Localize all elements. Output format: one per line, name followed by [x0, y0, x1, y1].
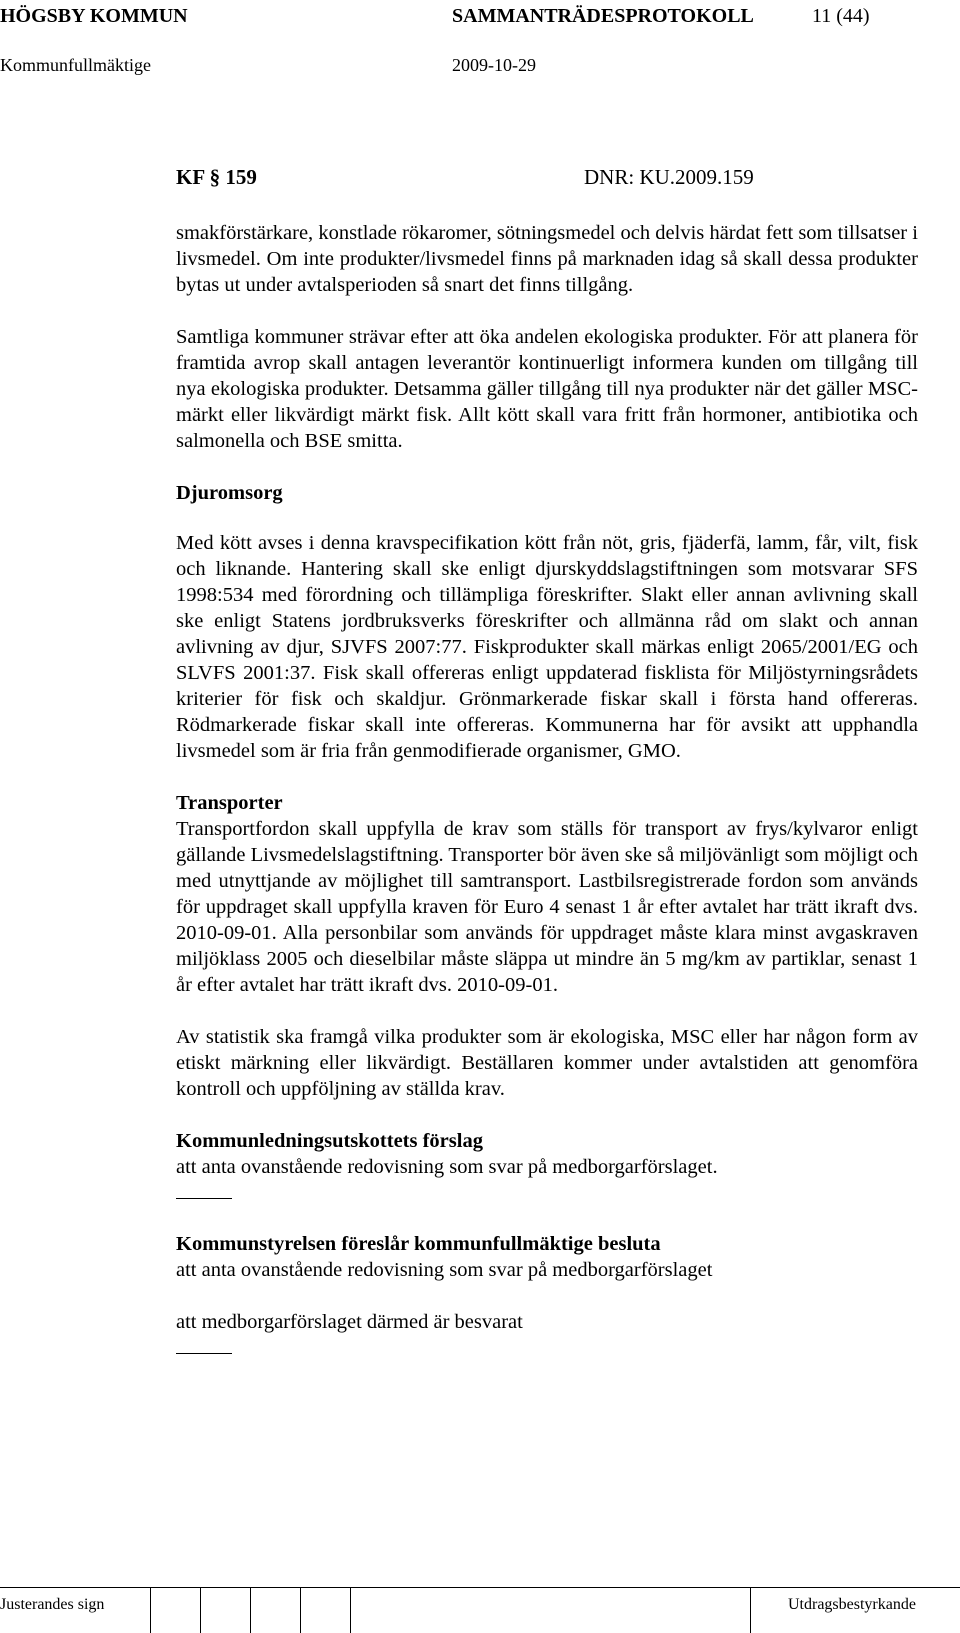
footer-divider [250, 1587, 251, 1633]
registration-number: DNR: KU.2009.159 [584, 165, 754, 189]
paragraph-board-proposal: att anta ovanstående redovisning som svar på medborgarförslaget [176, 1259, 713, 1281]
paragraph-statistics: Av statistik ska framgå vilka produkter som är ekologiska, MSC eller har någon form av etiskt märkning eller likvärdigt. Beställaren kommer under avtalstiden att genomföra kontroll och uppföljning av ställda krav. [176, 1026, 918, 1100]
separator-rule [176, 1353, 232, 1354]
document-type: SAMMANTRÄDESPROTOKOLL [452, 5, 754, 27]
paragraph-committee-proposal: att anta ovanstående redovisning som svar på medborgarförslaget. [176, 1156, 718, 1178]
footer-divider [150, 1587, 151, 1633]
footer-divider [200, 1587, 201, 1633]
footer-divider [750, 1587, 751, 1633]
footer-top-rule [0, 1587, 960, 1588]
heading-board-proposal: Kommunstyrelsen föreslår kommunfullmäktige besluta [176, 1233, 661, 1255]
body-name: Kommunfullmäktige [0, 55, 151, 75]
heading-transport: Transporter [176, 792, 283, 814]
paragraph-ecological: Samtliga kommuner strävar efter att öka andelen ekologiska produkter. För att planera för framtida avrop skall antagen leverantör kontinuerligt informera kunden om tillgång till nya ekologiska produkter. Detsamma gäller tillgång till nya produkter när det gäller MSC-märkt eller likvärdigt märkt fisk. Allt kött skall vara fritt från hormoner, antibiotika och salmonella och BSE smitta. [176, 326, 918, 452]
paragraph-additives: smakförstärkare, konstlade rökaromer, sötningsmedel och delvis härdat fett som tillsatser i livsmedel. Om inte produkter/livsmedel finns på marknaden idag så skall dessa produkter bytas ut under avtalsperioden så snart det finns tillgång. [176, 222, 918, 296]
footer-divider [350, 1587, 351, 1633]
section-id: KF § 159 [176, 165, 257, 189]
body-text [176, 220, 918, 1354]
heading-animal-welfare: Djuromsorg [176, 482, 283, 504]
paragraph-animal-welfare: Med kött avses i denna kravspecifikation kött från nöt, gris, fjäderfä, lamm, får, vilt, fisk och liknande. Hantering skall ske enligt djurskyddslagstiftningen som motsvarar SFS 1998:534 med förordning och tillämpliga föreskrifter. Slakt eller annan avlivning skall ske enligt Statens jordbruksverks föreskrifter och allmänna råd om slakt och annan avlivning av djur, SJVFS 2007:77. Fiskprodukter skall märkas enligt 2065/2001/EG och SLVFS 2001:37. Fisk skall offereras enligt uppdaterad fisklista för Miljöstyrningsrådets kriterier för fisk och skaldjur. Grönmarkerade fiskar skall i första hand offereras. Rödmarkerade fiskar skall inte offereras. Kommunerna har för avsikt att upphandla livsmedel som är fria från genmodifierade organismer, GMO. [176, 532, 918, 762]
paragraph-answered: att medborgarförslaget därmed är besvarat [176, 1311, 523, 1333]
meeting-date: 2009-10-29 [452, 55, 536, 75]
footer-divider [300, 1587, 301, 1633]
paragraph-transport: Transportfordon skall uppfylla de krav som ställs för transport av frys/kylvaror enligt gällande Livsmedelslagstiftning. Transporter bör även ske så miljövänligt som möjligt och med utnyttjande av möjlighet till samtransport. Lastbilsregistrerade fordon som används för uppdraget skall uppfylla kraven för Euro 4 senast 1 år efter avtalet har trätt ikraft dvs. 2010-09-01. Alla personbilar som används för uppdraget måste klara minst avgaskraven miljöklass 2005 och dieselbilar måste släppa ut mindre än 5 mg/km av partiklar, senast 1 år efter avtalet har trätt ikraft dvs. 2010-09-01. [176, 818, 918, 996]
heading-committee-proposal: Kommunledningsutskottets förslag [176, 1130, 483, 1152]
footer-signature-label: Justerandes sign [0, 1596, 105, 1613]
page-number: 11 (44) [812, 5, 870, 27]
org-name: HÖGSBY KOMMUN [0, 5, 188, 27]
footer-certification-label: Utdragsbestyrkande [788, 1596, 916, 1613]
